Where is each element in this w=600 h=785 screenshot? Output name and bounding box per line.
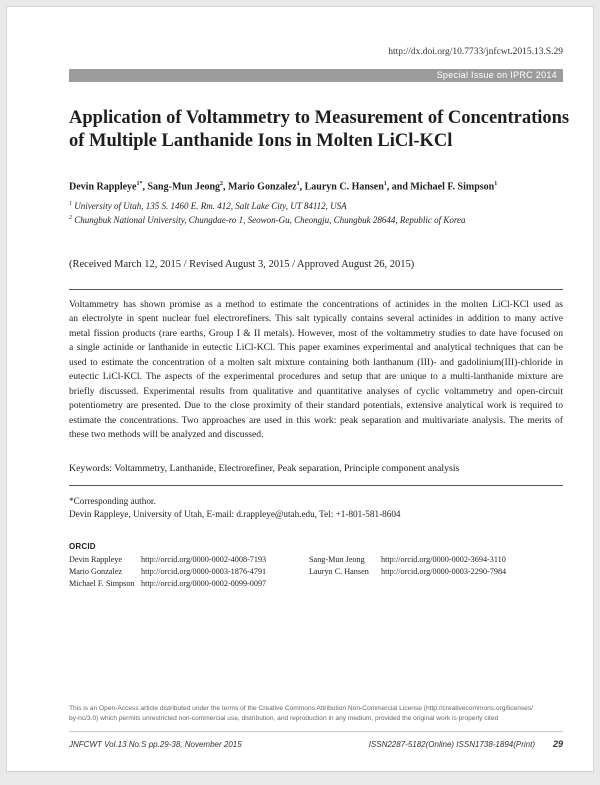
paper-title bbox=[69, 107, 570, 153]
title-line: of Multiple Lanthanide Ions in Molten LiCl-KCl bbox=[69, 131, 453, 151]
divider bbox=[69, 289, 563, 290]
corresponding-detail: Devin Rappleye, University of Utah, E-mail: d.rappleye@utah.edu, Tel: +1-801-581-8604 bbox=[69, 509, 401, 519]
abstract-line: Voltammetry has shown promise as a method to estimate the concentrations of actinides in the molten LiCl-KCl used as bbox=[69, 299, 563, 310]
orcid-author: Lauryn C. Hansen bbox=[309, 567, 369, 576]
author-name: Mario Gonzalez bbox=[228, 181, 297, 193]
affiliation-2 bbox=[69, 215, 569, 225]
author-list bbox=[69, 181, 569, 192]
received-dates: (Received March 12, 2015 / Revised August 3, 2015 / Approved August 26, 2015) bbox=[69, 259, 415, 270]
journal-citation: JNFCWT Vol.13 No.S pp.29-38, November 2015 bbox=[69, 740, 242, 749]
author-name: Michael F. Simpson bbox=[410, 181, 495, 193]
issn-info: ISSN2287-5182(Online) ISSN1738-1894(Print) bbox=[368, 740, 535, 749]
author-affiliation-mark: 1 bbox=[383, 181, 387, 187]
abstract-line: used to estimate the concentration of a molten salt mixture containing both lanthanum (III)- and gadolinium(III)-chloride in bbox=[69, 356, 563, 368]
abstract-line: a single actinide or lanthanide in eutectic LiCl-KCl. This paper examines experimental and analytical techniques that can be bbox=[69, 342, 563, 354]
abstract-line: briefly discussed. Experimental results from qualitative and quantitative analyses of cyclic voltammetry and open-circuit bbox=[69, 385, 563, 397]
corresponding-label: *Corresponding author. bbox=[69, 496, 156, 506]
author-separator: , and bbox=[386, 181, 411, 193]
author-separator: , bbox=[299, 181, 305, 193]
author-separator: , bbox=[223, 181, 229, 193]
divider bbox=[69, 485, 563, 486]
abstract-line: potentiometry are presented. Due to the close proximity of their standard potentials, extensive analytical work is required to bbox=[69, 400, 563, 412]
orcid-author: Sang-Mun Jeong bbox=[309, 555, 365, 564]
affiliation-mark: 2 bbox=[69, 215, 72, 221]
author-separator: , bbox=[142, 181, 148, 193]
affiliation-text: Chungbuk National University, Chungdae-ro 1, Seowon-Gu, Cheongju, Chungbuk 28644, Republic of Korea bbox=[74, 215, 466, 225]
page-number: 29 bbox=[552, 739, 563, 749]
license-line: This is an Open-Access article distributed under the terms of the Creative Commons Attribution Non-Commercial License (http://creativecommons.org/licenses/ bbox=[69, 705, 533, 712]
abstract-line: an electrolyte in spent nuclear fuel electrorefiners. This salt typically contains several actinides in addition to many active bbox=[69, 313, 563, 325]
orcid-link[interactable]: http://orcid.org/0000-0002-0099-0097 bbox=[141, 579, 267, 588]
footer-divider bbox=[69, 731, 563, 732]
orcid-link[interactable]: http://orcid.org/0000-0002-4008-7193 bbox=[141, 555, 267, 564]
abstract-line: metal fission products (rare earths, Group I & II metals). However, most of the voltammetry studies to date have focused on bbox=[69, 327, 563, 339]
abstract-line: estimate the concentrations. Two approaches are used in this work: peak separation and multivariate analysis. The merits of bbox=[69, 414, 563, 426]
abstract-line: these two methods will be analyzed and discussed. bbox=[69, 429, 264, 441]
orcid-link[interactable]: http://orcid.org/0000-0003-1876-4791 bbox=[141, 567, 267, 576]
author-name: Devin Rappleye bbox=[69, 181, 137, 193]
author-affiliation-mark: 1 bbox=[296, 181, 300, 187]
keywords: Keywords: Voltammetry, Lanthanide, Electrorefiner, Peak separation, Principle component analysis bbox=[69, 463, 460, 474]
orcid-link[interactable]: http://orcid.org/0000-0003-2290-7984 bbox=[381, 567, 507, 576]
title-line: Application of Voltammetry to Measurement of Concentrations bbox=[69, 108, 570, 128]
author-affiliation-mark: 1 bbox=[494, 181, 498, 187]
orcid-heading: ORCID bbox=[69, 542, 96, 551]
abstract bbox=[69, 298, 563, 443]
license-notice bbox=[69, 704, 569, 724]
author-name: Sang-Mun Jeong bbox=[147, 181, 221, 193]
paper-page bbox=[7, 7, 593, 771]
special-issue-banner: Special Issue on IPRC 2014 bbox=[69, 69, 563, 82]
orcid-author: Michael F. Simpson bbox=[69, 579, 135, 588]
author-affiliation-mark: 1* bbox=[136, 181, 143, 187]
corresponding-author bbox=[69, 495, 401, 521]
affiliation-mark: 1 bbox=[69, 201, 72, 207]
license-line: by-nc/3.0) which permits unrestricted non-commercial use, distribution, and reproduction in any medium, provided the original work is properly cited bbox=[69, 715, 499, 722]
page-footer bbox=[69, 740, 563, 752]
author-affiliation-mark: 2 bbox=[220, 181, 224, 187]
author-name: Lauryn C. Hansen bbox=[304, 181, 384, 193]
doi-link[interactable]: http://dx.doi.org/10.7733/jnfcwt.2015.13.S.29 bbox=[388, 47, 563, 57]
orcid-author: Mario Gonzalez bbox=[69, 567, 122, 576]
orcid-author: Devin Rappleye bbox=[69, 555, 122, 564]
abstract-line: eutectic LiCl-KCl. The aspects of the experimental procedures and setup that are unique to a multi-lanthanide mixture are bbox=[69, 371, 563, 383]
affiliation-1 bbox=[69, 201, 569, 211]
affiliation-text: University of Utah, 135 S. 1460 E. Rm. 412, Salt Lake City, UT 84112, USA bbox=[74, 201, 347, 211]
orcid-link[interactable]: http://orcid.org/0000-0002-3694-3110 bbox=[381, 555, 506, 564]
